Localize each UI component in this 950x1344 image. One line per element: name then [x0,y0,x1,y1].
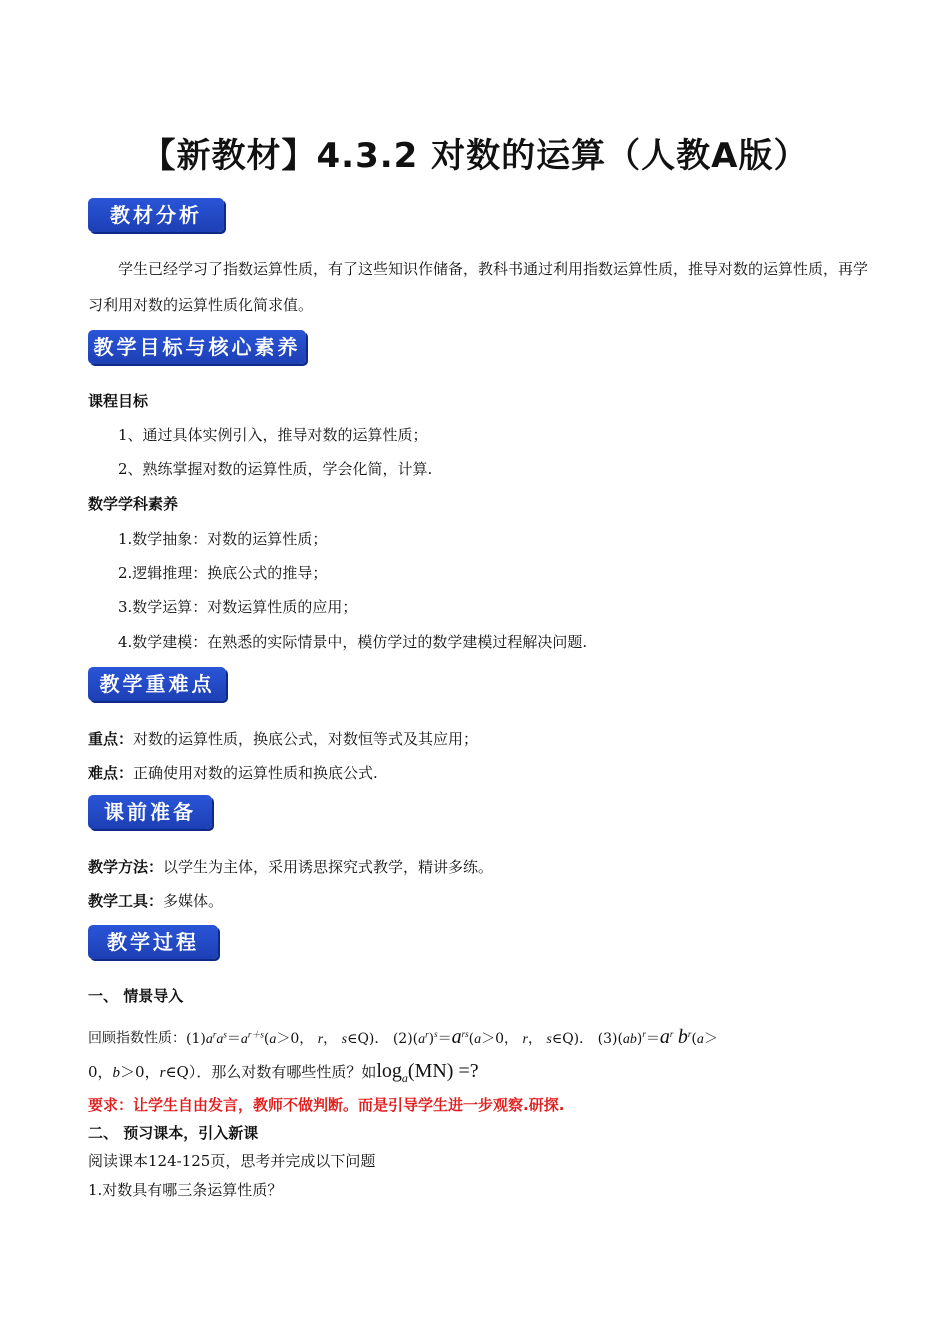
difficult-point-label: 难点： [88,764,134,782]
literacy-item: 4.数学建模：在熟悉的实际情景中，模仿学过的数学建模过程解决问题. [118,633,588,651]
part2-heading: 二、 预习课本，引入新课 [88,1124,259,1142]
property-3: $(3)(ab)^r=a^r$ $b^r(a>$ [597,1025,718,1048]
teaching-tools-line [88,891,223,911]
document-title: 【新教材】4.3.2 对数的运算（人教A版） [141,136,809,176]
course-objectives-heading: 课程目标 [88,392,149,410]
key-point-label: 重点： [88,730,134,748]
teaching-method-text: 以学生为主体，采用诱思探究式教学，精讲多练。 [163,858,494,876]
difficult-point-line [88,763,378,783]
teaching-tools-label: 教学工具： [88,892,164,910]
reading-instruction: 阅读课本124-125页，思考并完成以下问题 [88,1152,376,1170]
key-point-line [88,729,478,749]
review-properties-line-2: 0，b＞0，r∈Q）．那么对数有哪些性质？如$\log_a(MN)$ =? [88,1060,479,1085]
section-badge-key-points: 教学重难点 [88,667,226,701]
property-2: $(2)(a^r)^s=a^{rs}(a>0$， r， s∈Q)． [392,1025,594,1048]
section-badge-preparation: 课前准备 [88,795,212,829]
review-properties-line [88,1024,718,1050]
requirement-note: 要求：让学生自由发言，教师不做判断。而是引导学生进一步观察.研探. [88,1096,565,1114]
literacy-item: 1.数学抽象：对数的运算性质； [118,530,328,548]
teaching-tools-text: 多媒体。 [163,892,224,910]
log-formula: $\log_a(MN)$ =? [376,1060,479,1085]
course-objective-item: 1、通过具体实例引入，推导对数的运算性质； [118,426,428,444]
section-badge-objectives: 教学目标与核心素养 [88,330,306,364]
course-objective-item: 2、熟练掌握对数的运算性质，学会化简，计算. [118,460,433,478]
analysis-paragraph: 学生已经学习了指数运算性质，有了这些知识作储备，教科书通过利用指数运算性质，推导对数的运算性质，再学习利用对数的运算性质化简求值。 [88,260,869,314]
literacy-item: 2.逻辑推理：换底公式的推导； [118,564,328,582]
review-question: ）．那么对数有哪些性质？如 [188,1063,377,1081]
teaching-method-line [88,857,493,877]
key-point-text: 对数的运算性质，换底公式，对数恒等式及其应用； [133,730,479,748]
literacy-heading: 数学学科素养 [88,495,179,513]
property-1: $(1)a^ra^s=a^{r+s}(a>0$， r， s∈Q)． [186,1029,389,1047]
question-1: 1.对数具有哪三条运算性质？ [88,1181,283,1199]
difficult-point-text: 正确使用对数的运算性质和换底公式. [133,764,378,782]
teaching-method-label: 教学方法： [88,858,164,876]
part1-heading: 一、 情景导入 [88,987,184,1005]
section-badge-analysis: 教材分析 [88,198,224,232]
review-prefix: 回顾指数性质： [88,1030,186,1047]
section-badge-process: 教学过程 [88,925,218,959]
literacy-item: 3.数学运算：对数运算性质的应用； [118,598,358,616]
